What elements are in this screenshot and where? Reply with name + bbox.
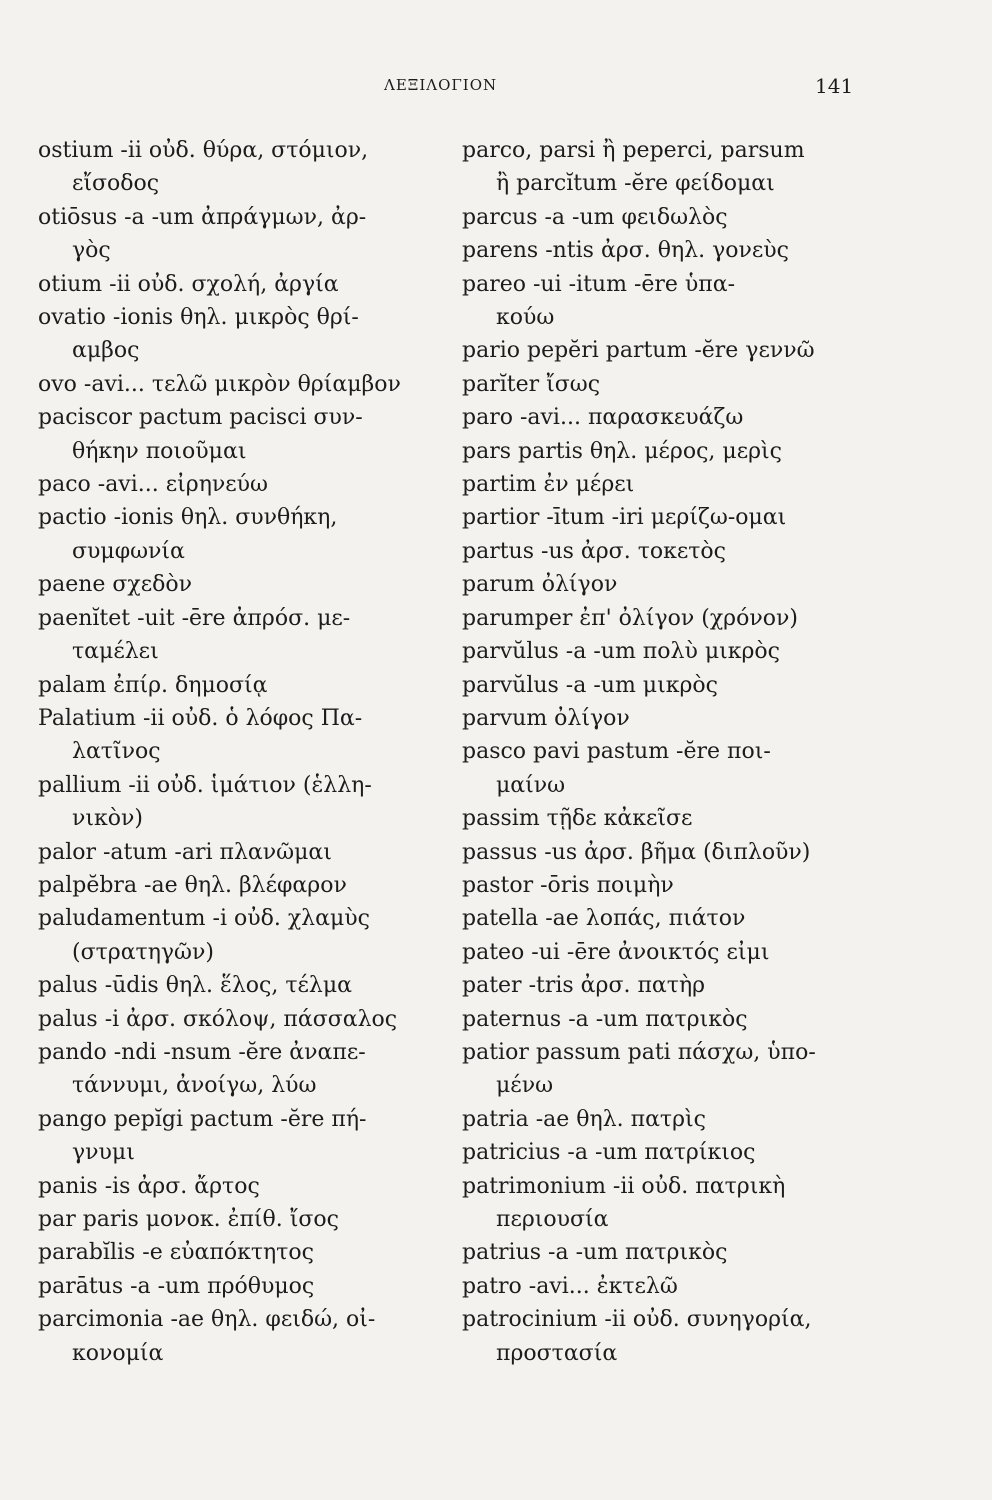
entry-line: parabĭlis -e εὐαπόκτητος xyxy=(38,1240,314,1266)
dictionary-entry xyxy=(462,201,874,234)
entry-continuation: λατῖνος xyxy=(72,739,161,765)
entry-line: Palatium -ii οὐδ. ὁ λόφος Πα- xyxy=(38,705,363,731)
entry-line: parvŭlus -a -um πολὺ μικρὸς xyxy=(462,639,780,665)
entry-line: otiōsus -a -um ἀπράγμων, ἀρ- xyxy=(38,204,367,230)
entry-continuation: εἴσοδος xyxy=(72,171,160,197)
entry-line: pasco pavi pastum -ĕre ποι- xyxy=(462,739,771,765)
dictionary-entry xyxy=(38,368,450,401)
entry-line: patrius -a -um πατρικὸς xyxy=(462,1240,728,1266)
entry-line: patria -ae θηλ. πατρὶς xyxy=(462,1106,706,1132)
dictionary-entry xyxy=(462,468,874,501)
entry-line: parcimonia -ae θηλ. φειδώ, οἰ- xyxy=(38,1307,376,1333)
dictionary-entry xyxy=(38,201,450,268)
entry-line: pastor -ōris ποιμὴν xyxy=(462,872,674,898)
entry-line: pateo -ui -ēre ἀνοικτός εἰμι xyxy=(462,939,770,965)
entry-line: pars partis θηλ. μέρος, μερὶς xyxy=(462,438,782,464)
right-column xyxy=(462,134,874,1370)
entry-line: parens -ntis ἀρσ. θηλ. γονεὺς xyxy=(462,238,789,264)
dictionary-entry xyxy=(462,1103,874,1136)
dictionary-entry xyxy=(38,501,450,568)
entry-line: paludamentum -i οὐδ. χλαμὺς xyxy=(38,906,370,932)
dictionary-entry xyxy=(462,702,874,735)
entry-line: pango pepĭgi pactum -ĕre πή- xyxy=(38,1106,367,1132)
entry-continuation: γὸς xyxy=(72,238,111,264)
entry-line: paco -avi... εἰρηνεύω xyxy=(38,472,268,498)
entry-continuation: νικὸν) xyxy=(72,806,143,832)
dictionary-entry xyxy=(38,769,450,836)
entry-continuation: ἢ parcĭtum -ĕre φείδομαι xyxy=(496,171,775,197)
entry-line: patior passum pati πάσχω, ὑπο- xyxy=(462,1039,816,1065)
dictionary-entry xyxy=(462,334,874,367)
dictionary-entry xyxy=(462,401,874,434)
entry-line: parvŭlus -a -um μικρὸς xyxy=(462,672,718,698)
dictionary-entry xyxy=(38,1003,450,1036)
entry-line: patrimonium -ii οὐδ. πατρικὴ xyxy=(462,1173,786,1199)
dictionary-entry xyxy=(38,1270,450,1303)
dictionary-entry xyxy=(38,1103,450,1170)
entry-line: patricius -a -um πατρίκιος xyxy=(462,1140,756,1166)
running-head xyxy=(0,76,992,102)
dictionary-entry xyxy=(462,1036,874,1103)
entry-line: paene σχεδὸν xyxy=(38,572,193,598)
entry-line: paro -avi... παρασκευάζω xyxy=(462,405,744,431)
dictionary-entry xyxy=(38,568,450,601)
dictionary-entry xyxy=(38,836,450,869)
entry-line: patro -avi... ἐκτελῶ xyxy=(462,1273,678,1299)
entry-line: palor -atum -ari πλανῶμαι xyxy=(38,839,332,865)
entry-line: paciscor pactum pacisci συν- xyxy=(38,405,363,431)
dictionary-entry xyxy=(462,1136,874,1169)
entry-line: par paris μονοκ. ἐπίθ. ἴσος xyxy=(38,1207,339,1232)
dictionary-entry xyxy=(38,869,450,902)
entry-line: parvum ὀλίγον xyxy=(462,705,630,731)
dictionary-entry xyxy=(462,268,874,335)
page-number: 141 xyxy=(815,74,854,98)
entry-line: partus -us ἀρσ. τοκετὸς xyxy=(462,538,726,564)
entry-continuation: αμβος xyxy=(72,338,140,364)
dictionary-entry xyxy=(462,1170,874,1237)
dictionary-entry xyxy=(462,435,874,468)
entry-line: parum ὀλίγον xyxy=(462,572,618,598)
dictionary-entry xyxy=(462,836,874,869)
entry-line: pactio -ionis θηλ. συνθήκη, xyxy=(38,505,338,531)
entry-continuation: κονομία xyxy=(72,1340,164,1366)
dictionary-entry xyxy=(38,669,450,702)
entry-line: panis -is ἀρσ. ἄρτος xyxy=(38,1173,260,1199)
entry-line: partim ἐν μέρει xyxy=(462,472,635,498)
dictionary-entry xyxy=(38,1170,450,1203)
dictionary-entry xyxy=(462,535,874,568)
dictionary-entry xyxy=(38,301,450,368)
entry-continuation: προστασία xyxy=(496,1340,618,1366)
entry-continuation: ταμέλει xyxy=(72,639,159,665)
dictionary-entry xyxy=(462,802,874,835)
dictionary-entry xyxy=(38,1303,450,1370)
dictionary-entry xyxy=(38,602,450,669)
entry-line: passus -us ἀρσ. βῆμα (διπλοῦν) xyxy=(462,839,811,865)
dictionary-entry xyxy=(462,368,874,401)
dictionary-entry xyxy=(462,501,874,534)
entry-line: palus -i ἀρσ. σκόλοψ, πάσσαλος xyxy=(38,1006,398,1032)
dictionary-entry xyxy=(462,602,874,635)
entry-line: otium -ii οὐδ. σχολή, ἀργία xyxy=(38,271,339,297)
entry-line: pallium -ii οὐδ. ἱμάτιον (ἑλλη- xyxy=(38,772,372,798)
entry-line: parcus -a -um φειδωλὸς xyxy=(462,204,728,230)
dictionary-entry xyxy=(462,936,874,969)
dictionary-entry xyxy=(38,902,450,969)
entry-line: ostium -ii οὐδ. θύρα, στόμιον, xyxy=(38,138,369,163)
dictionary-entry xyxy=(462,1270,874,1303)
dictionary-entry xyxy=(462,735,874,802)
dictionary-entry xyxy=(38,1236,450,1269)
entry-line: pario pepĕri partum -ĕre γεννῶ xyxy=(462,338,815,364)
dictionary-entry xyxy=(462,134,874,201)
dictionary-entry xyxy=(38,702,450,769)
entry-line: partior -ītum -iri μερίζω-ομαι xyxy=(462,505,787,531)
entry-line: ovo -avi... τελῶ μικρὸν θρίαμβον xyxy=(38,371,401,397)
entry-line: patella -ae λοπάς, πιάτον xyxy=(462,906,746,932)
entry-line: pando -ndi -nsum -ĕre ἀναπε- xyxy=(38,1039,366,1065)
entry-line: ovatio -ionis θηλ. μικρὸς θρί- xyxy=(38,305,359,331)
entry-line: patrocinium -ii οὐδ. συνηγορία, xyxy=(462,1307,812,1333)
dictionary-entry xyxy=(462,568,874,601)
dictionary-entry xyxy=(462,1303,874,1370)
entry-line: paenĭtet -uit -ēre ἀπρόσ. με- xyxy=(38,605,351,631)
dictionary-entry xyxy=(38,1036,450,1103)
entry-line: palam ἐπίρ. δημοσίᾳ xyxy=(38,672,268,698)
entry-continuation: κούω xyxy=(496,305,555,331)
dictionary-entry xyxy=(38,969,450,1002)
dictionary-entry xyxy=(462,869,874,902)
left-column xyxy=(38,134,450,1370)
entry-line: parĭter ἴσως xyxy=(462,371,601,397)
entry-line: parātus -a -um πρόθυμος xyxy=(38,1273,315,1299)
dictionary-entry xyxy=(462,669,874,702)
entry-line: palus -ūdis θηλ. ἕλος, τέλμα xyxy=(38,973,353,999)
dictionary-entry xyxy=(462,969,874,1002)
entry-line: pater -tris ἀρσ. πατὴρ xyxy=(462,973,706,999)
dictionary-entry xyxy=(38,401,450,468)
dictionary-entry xyxy=(462,1003,874,1036)
entry-continuation: (στρατηγῶν) xyxy=(72,939,214,965)
entry-continuation: συμφωνία xyxy=(72,538,185,564)
dictionary-entry xyxy=(38,134,450,201)
dictionary-entry xyxy=(38,268,450,301)
entry-line: pareo -ui -itum -ēre ὑπα- xyxy=(462,271,736,297)
entry-continuation: περιουσία xyxy=(496,1207,609,1232)
dictionary-entry xyxy=(462,234,874,267)
entry-line: parco, parsi ἢ peperci, parsum xyxy=(462,138,805,163)
dictionary-entry xyxy=(38,468,450,501)
dictionary-entry xyxy=(462,635,874,668)
running-title: ΛΕΞΙΛΟΓΙΟΝ xyxy=(384,76,498,94)
entry-continuation: τάννυμι, ἀνοίγω, λύω xyxy=(72,1073,317,1099)
entry-line: paternus -a -um πατρικὸς xyxy=(462,1006,748,1032)
dictionary-entry xyxy=(462,902,874,935)
entry-continuation: γνυμι xyxy=(72,1140,135,1166)
dictionary-entry xyxy=(38,1203,450,1236)
entry-line: passim τῇδε κἀκεῖσε xyxy=(462,806,693,832)
entry-line: palpĕbra -ae θηλ. βλέφαρον xyxy=(38,872,347,898)
entry-continuation: μένω xyxy=(496,1073,554,1099)
entry-continuation: μαίνω xyxy=(496,772,566,798)
entry-line: parumper ἐπ' ὀλίγον (χρόνον) xyxy=(462,605,798,631)
entry-continuation: θήκην ποιοῦμαι xyxy=(72,438,247,464)
dictionary-entry xyxy=(462,1236,874,1269)
